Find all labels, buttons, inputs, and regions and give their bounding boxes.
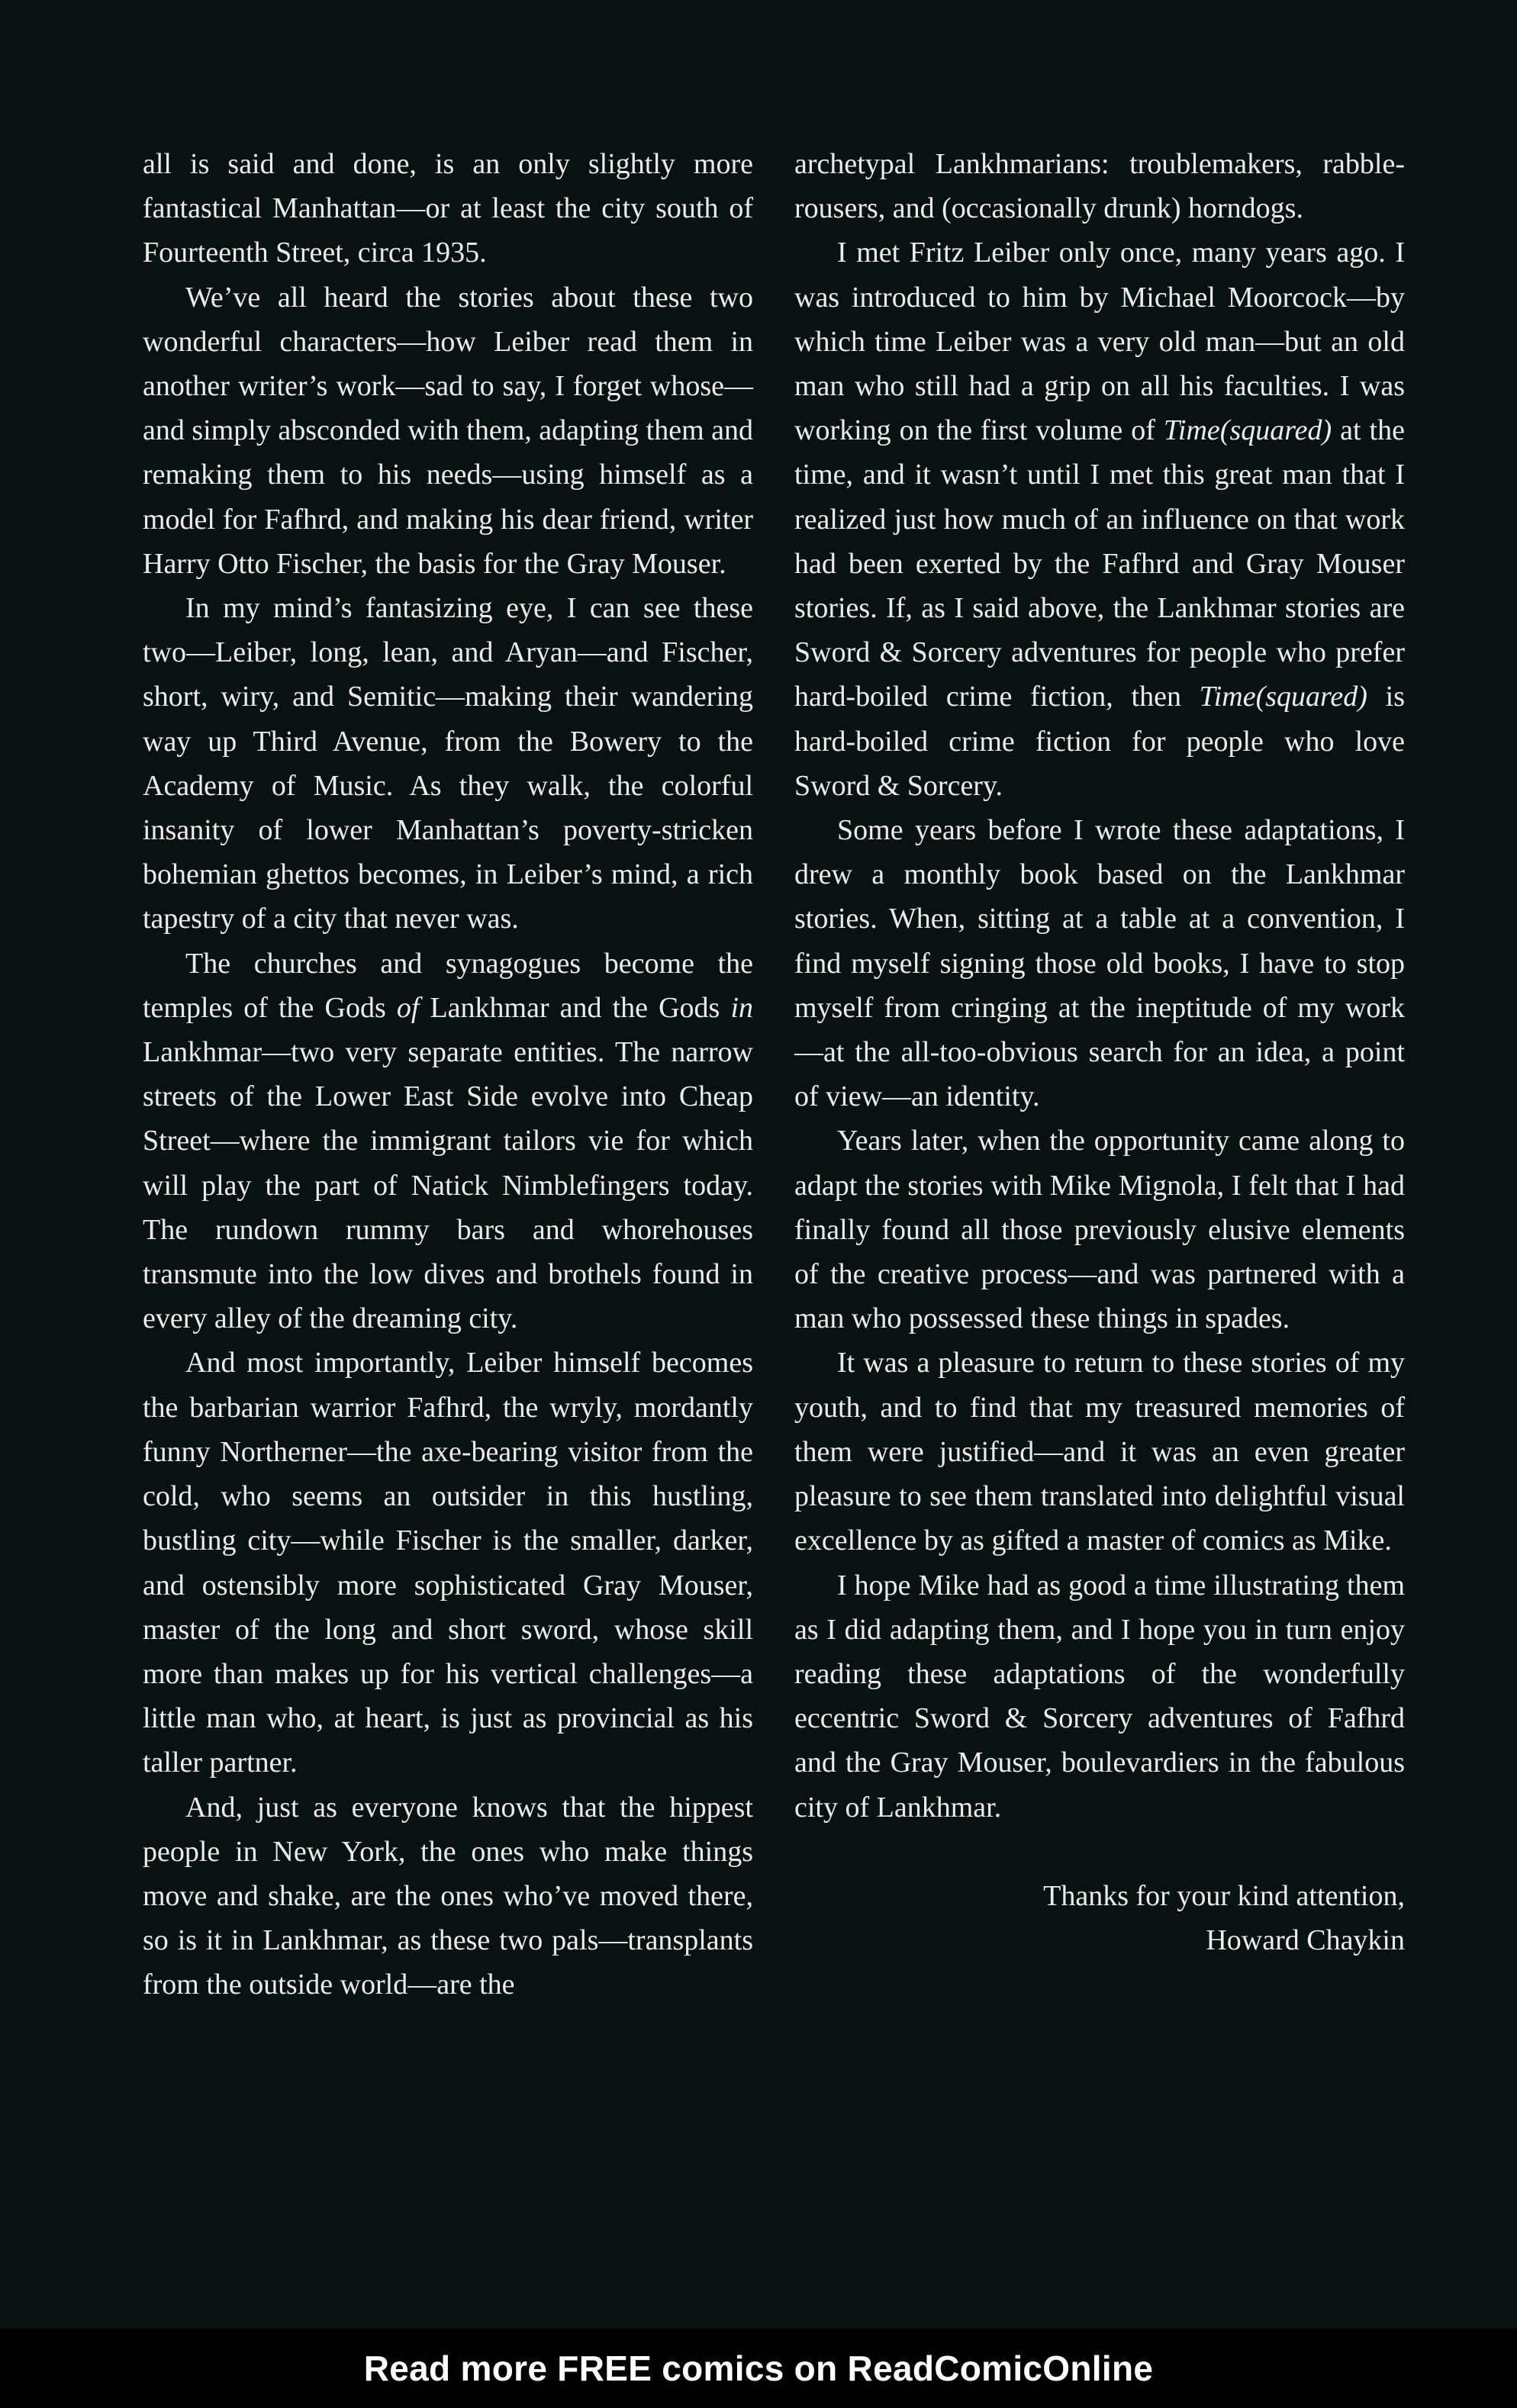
paragraph: Years later, when the opportunity came along to adapt the stories with Mike Mignola, I felt that I had finally found all those previously elusive elements of the creative process—and was partnered with a man who possessed these things in spades. — [794, 1125, 1405, 1335]
paragraph — [143, 942, 753, 1341]
paragraph: We’ve all heard the stories about these two wonderful characters—how Leiber read them in another writer’s work—sad to say, I forget whose—and simply absconded with them, adapting them and remaking them to his needs—using himself as a model for Fafhrd, and making his dear friend, writer Harry Otto Fischer, the basis for the Gray Mouser. — [143, 281, 753, 580]
paragraph: In my mind’s fantasizing eye, I can see these two—Leiber, long, lean, and Aryan—and Fischer, short, wiry, and Semitic—making their wandering way up Third Avenue, from the Bowery to the Academy of Music. As they walk, the colorful insanity of lower Manhattan’s poverty-stricken bohemian ghettos becomes, in Leiber’s mind, a rich tapestry of a city that never was. — [143, 592, 753, 935]
text-run: Lankhmar and the Gods — [419, 991, 731, 1024]
text-run: The churches and synagogues become the temples of the Gods — [143, 947, 753, 1024]
paragraph: I hope Mike had as good a time illustrating them as I did adapting them, and I hope you in turn enjoy reading these adaptations of the wonderfully eccentric Sword & Sorcery adventures of Fafhrd and the Gray Mouser, boulevardiers in the fabulous city of Lankhmar. — [794, 1569, 1405, 1824]
paragraph: Some years before I wrote these adaptations, I drew a monthly book based on the Lankhmar stories. When, sitting at a table at a convention, I find myself signing those old books, I have to stop myself from cringing at the ineptitude of my work—at the all-too-obvious search for an idea, a point of view—an identity. — [794, 814, 1405, 1113]
paragraph: And, just as everyone knows that the hippest people in New York, the ones who make things move and shake, are the ones who’ve moved there, so is it in Lankhmar, as these two pals—transplants from the outside world—are the — [143, 1791, 753, 2001]
text-run: at the time, and it wasn’t until I met this great man that I realized just how much of an influence on that work had been exerted by the Fafhrd and Gray Mouser stories. If, as I said above, the Lankhmar stories are Sword & Sorcery adventures for people who prefer hard-boiled crime fiction, then — [794, 414, 1405, 713]
paragraph — [794, 230, 1405, 808]
italic-word: in — [730, 991, 753, 1024]
footer-banner[interactable] — [0, 2329, 1517, 2408]
italic-word: of — [396, 991, 420, 1024]
footer-link-text[interactable]: Read more FREE comics on ReadComicOnline — [363, 2348, 1154, 2388]
paragraph: archetypal Lankhmarians: troublemakers, rabble-rousers, and (occasionally drunk) horndogs. — [794, 148, 1405, 225]
book-title: Time(squared) — [1163, 414, 1332, 447]
book-title: Time(squared) — [1199, 681, 1367, 713]
signoff — [794, 1874, 1405, 1962]
left-column — [143, 142, 753, 2007]
paragraph: It was a pleasure to return to these stories of my youth, and to find that my treasured memories of them were justified—and it was an even greater pleasure to see them translated into delightful visual excellence by as gifted a master of comics as Mike. — [794, 1347, 1405, 1557]
text-run: is hard-boiled crime fiction for people who love Sword & Sorcery. — [794, 681, 1405, 802]
text-run: I met Fritz Leiber only once, many years ago. I was introduced to him by Michael Moorcock—by which time Leiber was a very old man—but an old man who still had a grip on all his faculties. I was working on the first volume of — [794, 237, 1405, 447]
paragraph: all is said and done, is an only slightly more fantastical Manhattan—or at least the city south of Fourteenth Street, circa 1935. — [143, 148, 753, 269]
signoff-line: Thanks for your kind attention, — [1043, 1879, 1405, 1912]
text-run: Lankhmar—two very separate entities. The narrow streets of the Lower East Side evolve into Cheap Street—where the immigrant tailors vie for which will play the part of Natick Nimblefingers today. The rundown rummy bars and whorehouses transmute into the low dives and brothels found in every alley of the dreaming city. — [143, 1036, 753, 1335]
right-column — [794, 142, 1405, 1962]
author-name: Howard Chaykin — [1206, 1924, 1405, 1956]
paragraph: And most importantly, Leiber himself becomes the barbarian warrior Fafhrd, the wryly, mordantly funny Northerner—the axe-bearing visitor from the cold, who seems an outsider in this hustling, bustling city—while Fischer is the smaller, darker, and ostensibly more sophisticated Gray Mouser, master of the long and short sword, whose skill more than makes up for his vertical challenges—a little man who, at heart, is just as provincial as his taller partner. — [143, 1347, 753, 1779]
